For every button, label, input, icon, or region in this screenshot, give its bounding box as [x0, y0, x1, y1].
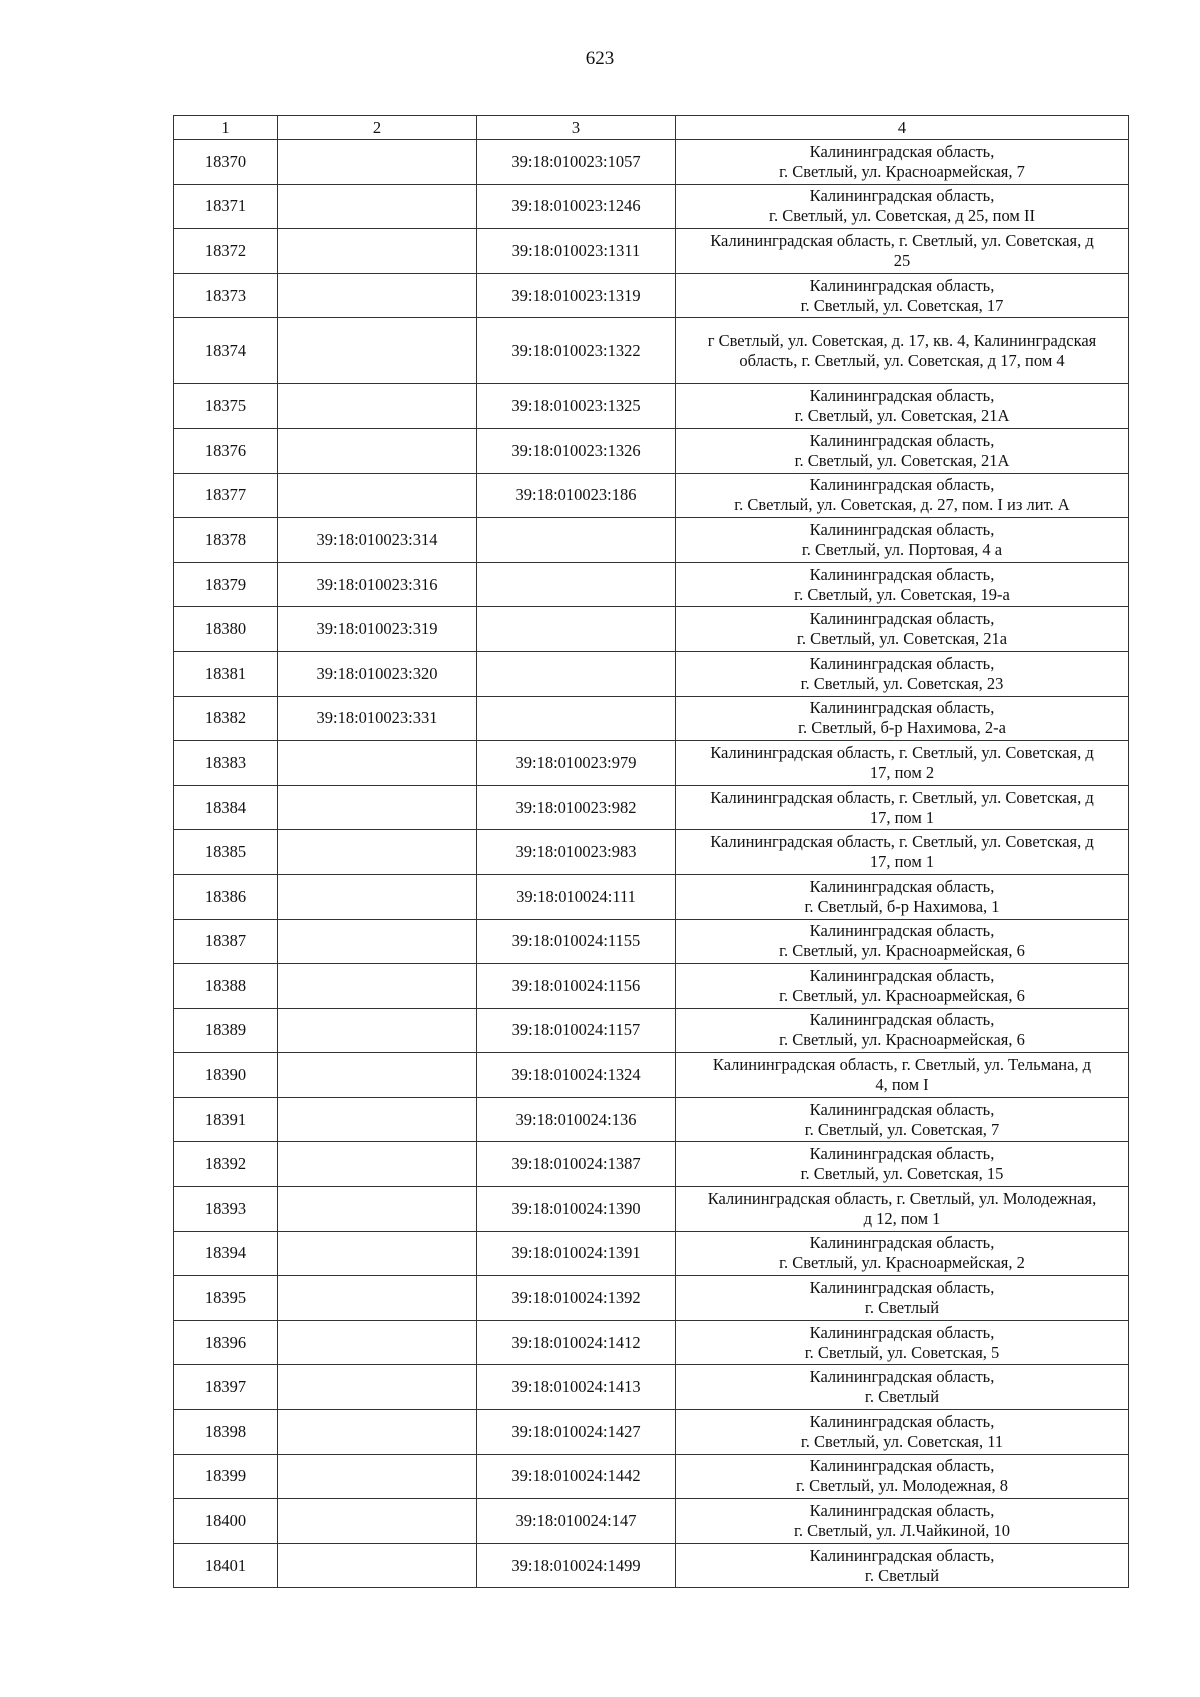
object-cadastral-number-cell: 39:18:010023:1319	[477, 273, 676, 318]
cadastral-number-cell	[278, 964, 477, 1009]
address-cell	[676, 607, 1129, 652]
object-cadastral-number-cell: 39:18:010024:1413	[477, 1365, 676, 1410]
cadastral-number-cell	[278, 1187, 477, 1232]
object-cadastral-number-cell: 39:18:010023:1326	[477, 428, 676, 473]
cadastral-number-cell	[278, 473, 477, 518]
address-line: Калининградская область,	[809, 186, 995, 206]
table-row	[174, 318, 1129, 384]
row-number-cell: 18389	[174, 1008, 278, 1053]
page-number: 623	[585, 48, 615, 69]
table-row	[174, 140, 1129, 185]
object-cadastral-number-cell: 39:18:010024:1387	[477, 1142, 676, 1187]
address-cell	[676, 473, 1129, 518]
object-cadastral-number-cell: 39:18:010024:1442	[477, 1454, 676, 1499]
address-cell	[676, 1187, 1129, 1232]
cadastral-number-cell	[278, 1320, 477, 1365]
object-cadastral-number-cell: 39:18:010024:1427	[477, 1410, 676, 1455]
address-line: Калининградская область,	[809, 1233, 995, 1253]
cadastral-number-cell	[278, 1097, 477, 1142]
row-number-cell: 18386	[174, 874, 278, 919]
object-cadastral-number-cell: 39:18:010023:979	[477, 741, 676, 786]
address-line: Калининградская область,	[809, 876, 995, 896]
address-cell	[676, 919, 1129, 964]
address-line: Калининградская область,	[809, 1144, 995, 1164]
cadastral-number-cell: 39:18:010023:316	[278, 562, 477, 607]
row-number-cell: 18374	[174, 318, 278, 384]
address-line: г. Светлый, ул. Портовая, 4 а	[801, 539, 1003, 559]
address-line: Калининградская область,	[809, 965, 995, 985]
address-line: Калининградская область,	[809, 1367, 995, 1387]
column-header-3: 3	[477, 116, 676, 140]
row-number-cell: 18378	[174, 518, 278, 563]
address-line: г. Светлый, ул. Советская, 19-а	[794, 584, 1010, 604]
column-header-1: 1	[174, 116, 278, 140]
cadastral-number-cell	[278, 1365, 477, 1410]
object-cadastral-number-cell: 39:18:010024:1390	[477, 1187, 676, 1232]
address-line: г. Светлый	[864, 1387, 940, 1407]
address-line: г. Светлый, ул. Советская, 23	[800, 673, 1004, 693]
table-row	[174, 428, 1129, 473]
address-line: г. Светлый, ул. Красноармейская, 6	[779, 1030, 1025, 1050]
cadastral-number-cell	[278, 741, 477, 786]
table-row	[174, 1320, 1129, 1365]
cadastral-number-cell: 39:18:010023:331	[278, 696, 477, 741]
cadastral-number-cell	[278, 384, 477, 429]
address-line: Калининградская область,	[809, 921, 995, 941]
table-row	[174, 830, 1129, 875]
object-cadastral-number-cell	[477, 562, 676, 607]
table-row	[174, 384, 1129, 429]
address-cell	[676, 1543, 1129, 1588]
object-cadastral-number-cell	[477, 696, 676, 741]
object-cadastral-number-cell: 39:18:010024:1155	[477, 919, 676, 964]
registry-table	[173, 115, 1129, 1588]
address-cell	[676, 1053, 1129, 1098]
address-line: г. Светлый, ул. Красноармейская, 2	[779, 1253, 1025, 1273]
address-line: г. Светлый, б-р Нахимова, 1	[804, 896, 1000, 916]
address-cell	[676, 229, 1129, 274]
address-cell	[676, 1008, 1129, 1053]
address-cell	[676, 562, 1129, 607]
cadastral-number-cell	[278, 1499, 477, 1544]
cadastral-number-cell	[278, 229, 477, 274]
address-cell	[676, 184, 1129, 229]
address-line: г. Светлый, ул. Молодежная, 8	[795, 1476, 1009, 1496]
address-line: г. Светлый, ул. Л.Чайкиной, 10	[793, 1521, 1011, 1541]
row-number-cell: 18373	[174, 273, 278, 318]
address-line: г. Светлый, ул. Красноармейская, 7	[779, 161, 1025, 181]
address-line: г. Светлый, ул. Советская, 7	[804, 1119, 1000, 1139]
table-row	[174, 919, 1129, 964]
row-number-cell: 18379	[174, 562, 278, 607]
table-row	[174, 785, 1129, 830]
table-row	[174, 273, 1129, 318]
row-number-cell: 18380	[174, 607, 278, 652]
cadastral-number-cell	[278, 1276, 477, 1321]
row-number-cell: 18372	[174, 229, 278, 274]
row-number-cell: 18392	[174, 1142, 278, 1187]
address-line: Калининградская область,	[809, 519, 995, 539]
address-line: Калининградская область,	[809, 1099, 995, 1119]
object-cadastral-number-cell: 39:18:010023:1322	[477, 318, 676, 384]
address-cell	[676, 1142, 1129, 1187]
object-cadastral-number-cell	[477, 651, 676, 696]
address-line: 17, пом 2	[869, 762, 935, 782]
address-line: 17, пом 1	[869, 807, 935, 827]
object-cadastral-number-cell: 39:18:010023:1325	[477, 384, 676, 429]
address-cell	[676, 874, 1129, 919]
cadastral-number-cell	[278, 140, 477, 185]
object-cadastral-number-cell	[477, 518, 676, 563]
table-row	[174, 1008, 1129, 1053]
table-row	[174, 1187, 1129, 1232]
object-cadastral-number-cell: 39:18:010024:136	[477, 1097, 676, 1142]
address-line: Калининградская область,	[809, 1278, 995, 1298]
column-header-4: 4	[676, 116, 1129, 140]
address-cell	[676, 1276, 1129, 1321]
cadastral-number-cell	[278, 1543, 477, 1588]
table-row	[174, 1053, 1129, 1098]
table-row	[174, 1097, 1129, 1142]
row-number-cell: 18398	[174, 1410, 278, 1455]
table-row	[174, 1276, 1129, 1321]
table-row	[174, 562, 1129, 607]
table-row	[174, 1410, 1129, 1455]
table-row	[174, 651, 1129, 696]
table-row	[174, 1543, 1129, 1588]
object-cadastral-number-cell: 39:18:010024:1392	[477, 1276, 676, 1321]
address-cell	[676, 830, 1129, 875]
address-line: Калининградская область,	[809, 698, 995, 718]
table-row	[174, 1142, 1129, 1187]
column-header-2: 2	[278, 116, 477, 140]
cadastral-number-cell	[278, 1454, 477, 1499]
object-cadastral-number-cell: 39:18:010024:1156	[477, 964, 676, 1009]
table-row	[174, 1365, 1129, 1410]
object-cadastral-number-cell: 39:18:010024:1157	[477, 1008, 676, 1053]
address-line: Калининградская область,	[809, 564, 995, 584]
address-cell	[676, 1499, 1129, 1544]
cadastral-number-cell	[278, 428, 477, 473]
table-row	[174, 184, 1129, 229]
address-cell	[676, 1454, 1129, 1499]
object-cadastral-number-cell: 39:18:010024:147	[477, 1499, 676, 1544]
row-number-cell: 18401	[174, 1543, 278, 1588]
table-body	[174, 140, 1129, 1588]
table-row	[174, 964, 1129, 1009]
cadastral-number-cell	[278, 1231, 477, 1276]
table-row	[174, 1231, 1129, 1276]
cadastral-number-cell	[278, 1410, 477, 1455]
row-number-cell: 18399	[174, 1454, 278, 1499]
table-row	[174, 518, 1129, 563]
address-line: Калининградская область,	[809, 386, 995, 406]
address-cell	[676, 273, 1129, 318]
address-cell	[676, 964, 1129, 1009]
row-number-cell: 18393	[174, 1187, 278, 1232]
row-number-cell: 18387	[174, 919, 278, 964]
address-line: Калининградская область, г. Светлый, ул. Советская, д	[710, 832, 1094, 852]
address-line: г Светлый, ул. Советская, д. 17, кв. 4, Калининградская	[707, 330, 1097, 350]
cadastral-number-cell	[278, 1008, 477, 1053]
object-cadastral-number-cell: 39:18:010024:1391	[477, 1231, 676, 1276]
table-row	[174, 473, 1129, 518]
cadastral-number-cell	[278, 273, 477, 318]
address-line: г. Светлый, ул. Советская, 15	[800, 1164, 1004, 1184]
address-cell	[676, 140, 1129, 185]
cadastral-number-cell	[278, 785, 477, 830]
object-cadastral-number-cell: 39:18:010023:983	[477, 830, 676, 875]
object-cadastral-number-cell: 39:18:010023:1311	[477, 229, 676, 274]
table-row	[174, 1454, 1129, 1499]
address-cell	[676, 428, 1129, 473]
row-number-cell: 18388	[174, 964, 278, 1009]
address-line: 4, пом I	[875, 1075, 929, 1095]
address-line: Калининградская область,	[809, 1010, 995, 1030]
row-number-cell: 18390	[174, 1053, 278, 1098]
table-row	[174, 607, 1129, 652]
object-cadastral-number-cell: 39:18:010024:1324	[477, 1053, 676, 1098]
object-cadastral-number-cell: 39:18:010023:982	[477, 785, 676, 830]
address-line: Калининградская область,	[809, 653, 995, 673]
cadastral-number-cell	[278, 1053, 477, 1098]
cadastral-number-cell: 39:18:010023:320	[278, 651, 477, 696]
cadastral-number-cell	[278, 919, 477, 964]
address-line: г. Светлый	[864, 1565, 940, 1585]
row-number-cell: 18400	[174, 1499, 278, 1544]
row-number-cell: 18394	[174, 1231, 278, 1276]
address-line: г. Светлый, ул. Красноармейская, 6	[779, 941, 1025, 961]
cadastral-number-cell: 39:18:010023:319	[278, 607, 477, 652]
address-line: г. Светлый, ул. Красноармейская, 6	[779, 985, 1025, 1005]
cadastral-number-cell: 39:18:010023:314	[278, 518, 477, 563]
address-line: Калининградская область,	[809, 609, 995, 629]
object-cadastral-number-cell: 39:18:010024:1499	[477, 1543, 676, 1588]
object-cadastral-number-cell: 39:18:010023:1246	[477, 184, 676, 229]
address-line: Калининградская область,	[809, 1411, 995, 1431]
table-row	[174, 874, 1129, 919]
address-line: г. Светлый, ул. Советская, 21А	[794, 450, 1010, 470]
address-line: г. Светлый	[864, 1298, 940, 1318]
row-number-cell: 18395	[174, 1276, 278, 1321]
address-cell	[676, 1097, 1129, 1142]
address-line: Калининградская область,	[809, 141, 995, 161]
address-cell	[676, 1320, 1129, 1365]
address-cell	[676, 1231, 1129, 1276]
row-number-cell: 18376	[174, 428, 278, 473]
row-number-cell: 18377	[174, 473, 278, 518]
table-row	[174, 741, 1129, 786]
row-number-cell: 18381	[174, 651, 278, 696]
address-cell	[676, 1410, 1129, 1455]
address-cell	[676, 741, 1129, 786]
cadastral-number-cell	[278, 874, 477, 919]
header-row	[174, 116, 1129, 140]
address-line: г. Светлый, б-р Нахимова, 2-а	[798, 718, 1006, 738]
address-line: Калининградская область, г. Светлый, ул. Тельмана, д	[712, 1055, 1092, 1075]
address-line: Калининградская область,	[809, 1545, 995, 1565]
object-cadastral-number-cell: 39:18:010023:1057	[477, 140, 676, 185]
object-cadastral-number-cell: 39:18:010023:186	[477, 473, 676, 518]
address-line: 17, пом 1	[869, 852, 935, 872]
address-cell	[676, 696, 1129, 741]
address-line: г. Светлый, ул. Советская, д 25, пом II	[769, 206, 1035, 226]
table-row	[174, 229, 1129, 274]
row-number-cell: 18370	[174, 140, 278, 185]
address-line: Калининградская область,	[809, 1456, 995, 1476]
object-cadastral-number-cell: 39:18:010024:111	[477, 874, 676, 919]
cadastral-number-cell	[278, 318, 477, 384]
address-line: г. Светлый, ул. Советская, 5	[804, 1342, 1000, 1362]
row-number-cell: 18383	[174, 741, 278, 786]
row-number-cell: 18382	[174, 696, 278, 741]
address-line: область, г. Светлый, ул. Советская, д 17, пом 4	[739, 350, 1065, 370]
row-number-cell: 18371	[174, 184, 278, 229]
table-row	[174, 1499, 1129, 1544]
address-line: г. Светлый, ул. Советская, 11	[800, 1431, 1004, 1451]
address-line: г. Светлый, ул. Советская, 21А	[794, 406, 1010, 426]
address-cell	[676, 785, 1129, 830]
address-cell	[676, 318, 1129, 384]
row-number-cell: 18396	[174, 1320, 278, 1365]
row-number-cell: 18397	[174, 1365, 278, 1410]
row-number-cell: 18375	[174, 384, 278, 429]
address-line: д 12, пом 1	[863, 1208, 941, 1228]
cadastral-number-cell	[278, 830, 477, 875]
cadastral-number-cell	[278, 1142, 477, 1187]
address-line: Калининградская область,	[809, 430, 995, 450]
object-cadastral-number-cell	[477, 607, 676, 652]
address-line: Калининградская область, г. Светлый, ул. Советская, д	[710, 787, 1094, 807]
address-line: Калининградская область,	[809, 475, 995, 495]
address-line: г. Светлый, ул. Советская, 17	[800, 295, 1004, 315]
address-line: г. Светлый, ул. Советская, д. 27, пом. I из лит. А	[734, 495, 1070, 515]
row-number-cell: 18384	[174, 785, 278, 830]
address-line: Калининградская область, г. Светлый, ул. Советская, д	[710, 742, 1094, 762]
address-line: г. Светлый, ул. Советская, 21а	[796, 629, 1008, 649]
address-line: Калининградская область, г. Светлый, ул. Советская, д	[710, 230, 1094, 250]
address-line: Калининградская область, г. Светлый, ул. Молодежная,	[707, 1188, 1097, 1208]
address-cell	[676, 518, 1129, 563]
table-header	[174, 116, 1129, 140]
address-cell	[676, 1365, 1129, 1410]
address-line: Калининградская область,	[809, 1501, 995, 1521]
address-line: Калининградская область,	[809, 275, 995, 295]
object-cadastral-number-cell: 39:18:010024:1412	[477, 1320, 676, 1365]
address-cell	[676, 384, 1129, 429]
row-number-cell: 18391	[174, 1097, 278, 1142]
table-row	[174, 696, 1129, 741]
address-line: Калининградская область,	[809, 1322, 995, 1342]
row-number-cell: 18385	[174, 830, 278, 875]
address-cell	[676, 651, 1129, 696]
address-line: 25	[893, 250, 911, 270]
cadastral-number-cell	[278, 184, 477, 229]
